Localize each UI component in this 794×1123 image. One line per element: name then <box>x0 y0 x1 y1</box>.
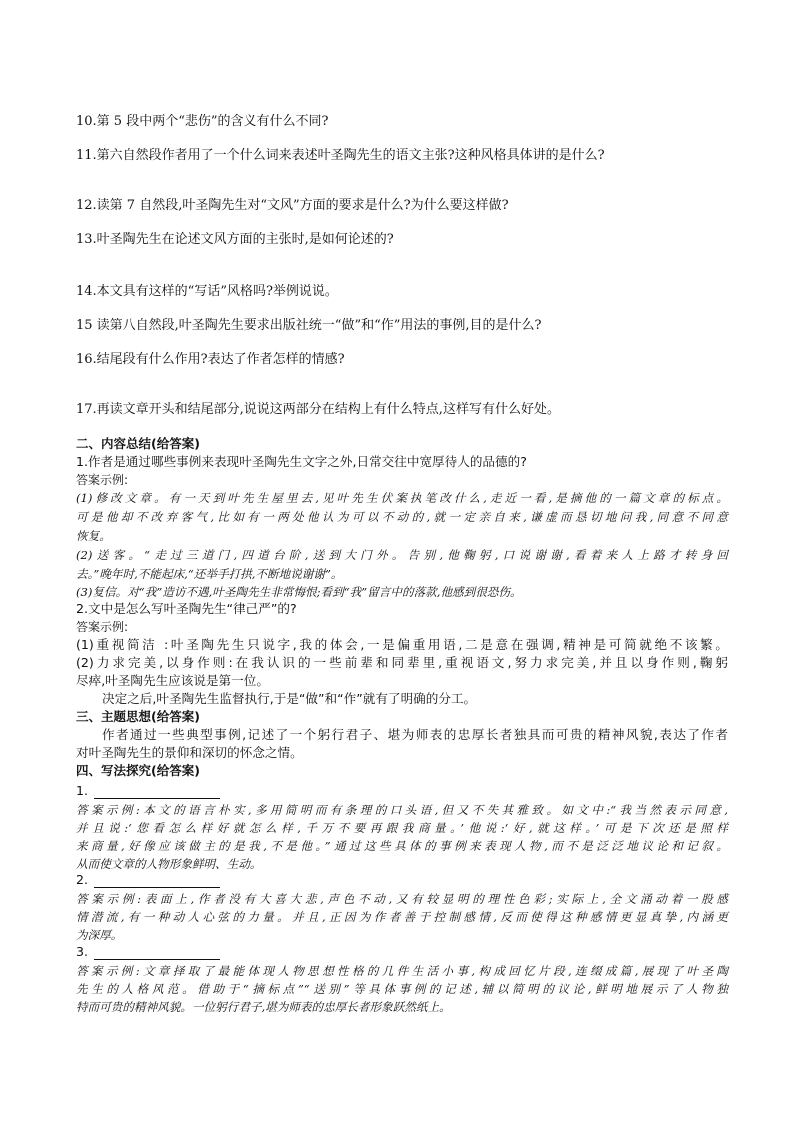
question-14: 14.本文具有这样的“写话”风格吗?举例说说。 <box>76 284 338 299</box>
question-10: 10.第 5 段中两个“悲伤”的含义有什么不同? <box>76 114 329 129</box>
question-15: 15 读第八自然段,叶圣陶先生要求出版社统一“做”和“作”用法的事例,目的是什么? <box>76 318 542 333</box>
section-heading-theme: 三、主题思想(给答案) <box>76 709 200 724</box>
answer-line: 可是他却不改弃客气,比如有一两处他认为可以不动的,就一定亲自来,谦虚而恳切地问我,同意不同意 <box>76 510 728 524</box>
answer-line: (1)修改文章。有一天到叶先生屋里去,见叶先生伏案执笔改什么,走近一看,是摘他的一篇文章的标点。 <box>76 491 728 505</box>
answer-line: 特而可贵的精神风貌。一位躬行君子,堪为师表的忠厚长者形象跃然纸上。 <box>76 1000 451 1014</box>
summary-question-1: 1.作者是通过哪些事例来表现叶圣陶先生文字之外,日常交往中宽厚待人的品德的? <box>76 454 527 469</box>
answer-line: 答案示例:表面上,作者没有大喜大悲,声色不动,又有较显明的理性色彩;实际上,全文涌动着一股感 <box>76 892 728 906</box>
answer-line: 从而使文章的人物形象鲜明、生动。 <box>76 857 262 871</box>
answer-blank <box>94 786 220 799</box>
theme-line: 对叶圣陶先生的景仰和深切的怀念之情。 <box>76 745 303 760</box>
answer-line: 答案示例:文章择取了最能体现人物思想性格的几件生活小事,构成回忆片段,连缀成篇,展现了叶圣陶 <box>76 964 728 978</box>
section-heading-writing: 四、写法探究(给答案) <box>76 763 200 778</box>
answer-line: 去。”晚年时,不能起床,“还举手打拱,不断地说谢谢”。 <box>76 567 343 581</box>
answer-line: 情潜流,有一种动人心弦的力量。并且,正因为作者善于控制感情,反而使得这种感情更显真挚,内涵更 <box>76 910 728 924</box>
question-17: 17.再读文章开头和结尾部分,说说这两部分在结构上有什么特点,这样写有什么好处。 <box>76 402 560 417</box>
writing-item-number: 1. <box>76 783 220 799</box>
answer-line: (3)复信。对“我”造访不遇,叶圣陶先生非常悔恨;看到“我”留言中的落款,他感到很恐伤。 <box>76 585 522 599</box>
answer-line: (1)重视简洁 :叶圣陶先生只说字,我的体会,一是偏重用语,二是意在强调,精神是可简就绝不该繁。 <box>76 637 728 652</box>
question-11: 11.第六自然段作者用了一个什么词来表述叶圣陶先生的语文主张?这种风格具体讲的是什么? <box>76 148 605 163</box>
answer-line: 为深厚。 <box>76 928 123 942</box>
writing-item-number: 2. <box>76 872 220 888</box>
question-12: 12.读第 7 自然段,叶圣陶先生对“文风”方面的要求是什么?为什么要这样做? <box>76 198 509 213</box>
answer-line: (2)力求完美,以身作则:在我认识的一些前辈和同辈里,重视语文,努力求完美,并且以身作则,鞠躬 <box>76 655 728 670</box>
answer-line: (2)送客。“走过三道门,四道台阶,送到大门外。告别,他鞠躬,口说谢谢,看着来人上路才转身回 <box>76 548 728 562</box>
writing-item-number: 3. <box>76 944 220 960</box>
answer-label: 答案示例: <box>76 620 129 634</box>
answer-label: 答案示例: <box>76 473 129 487</box>
question-16: 16.结尾段有什么作用?表达了作者怎样的情感? <box>76 352 345 367</box>
answer-line: 答案示例:本文的语言朴实,多用简明而有条理的口头语,但又不失其雅致。如文中:“我当然表示同意, <box>76 803 728 817</box>
summary-question-2: 2.文中是怎么写叶圣陶先生“律己严”的? <box>76 601 297 616</box>
theme-line: 作者通过一些典型事例,记述了一个躬行君子、堪为师表的忠厚长者独具而可贵的精神风貌,表达了作者 <box>102 727 728 742</box>
answer-line: 恢复。 <box>76 529 111 543</box>
answer-line: 尽瘁,叶圣陶先生应该说是第一位。 <box>76 673 269 688</box>
answer-line: 并且说:‘您看怎么样好就怎么样,千万不要再跟我商量。’他说:‘好,就这样。’可是下次还是照样 <box>76 821 728 835</box>
answer-line: 决定之后,叶圣陶先生监督执行,于是“做”和“作”就有了明确的分工。 <box>102 691 477 706</box>
section-heading-summary: 二、内容总结(给答案) <box>76 436 200 451</box>
answer-blank <box>94 947 220 960</box>
answer-line: 来商量,好像应该做主的是我,不是他。”通过这些具体的事例来表现人物,而不是泛泛地议论和记叙。 <box>76 839 728 853</box>
answer-line: 先生的人格风范。借助于“摘标点”“送别”等具体事例的记述,辅以简明的议论,鲜明地展示了人物独 <box>76 982 728 996</box>
answer-blank <box>94 875 220 888</box>
question-13: 13.叶圣陶先生在论述文风方面的主张时,是如何论述的? <box>76 232 394 247</box>
